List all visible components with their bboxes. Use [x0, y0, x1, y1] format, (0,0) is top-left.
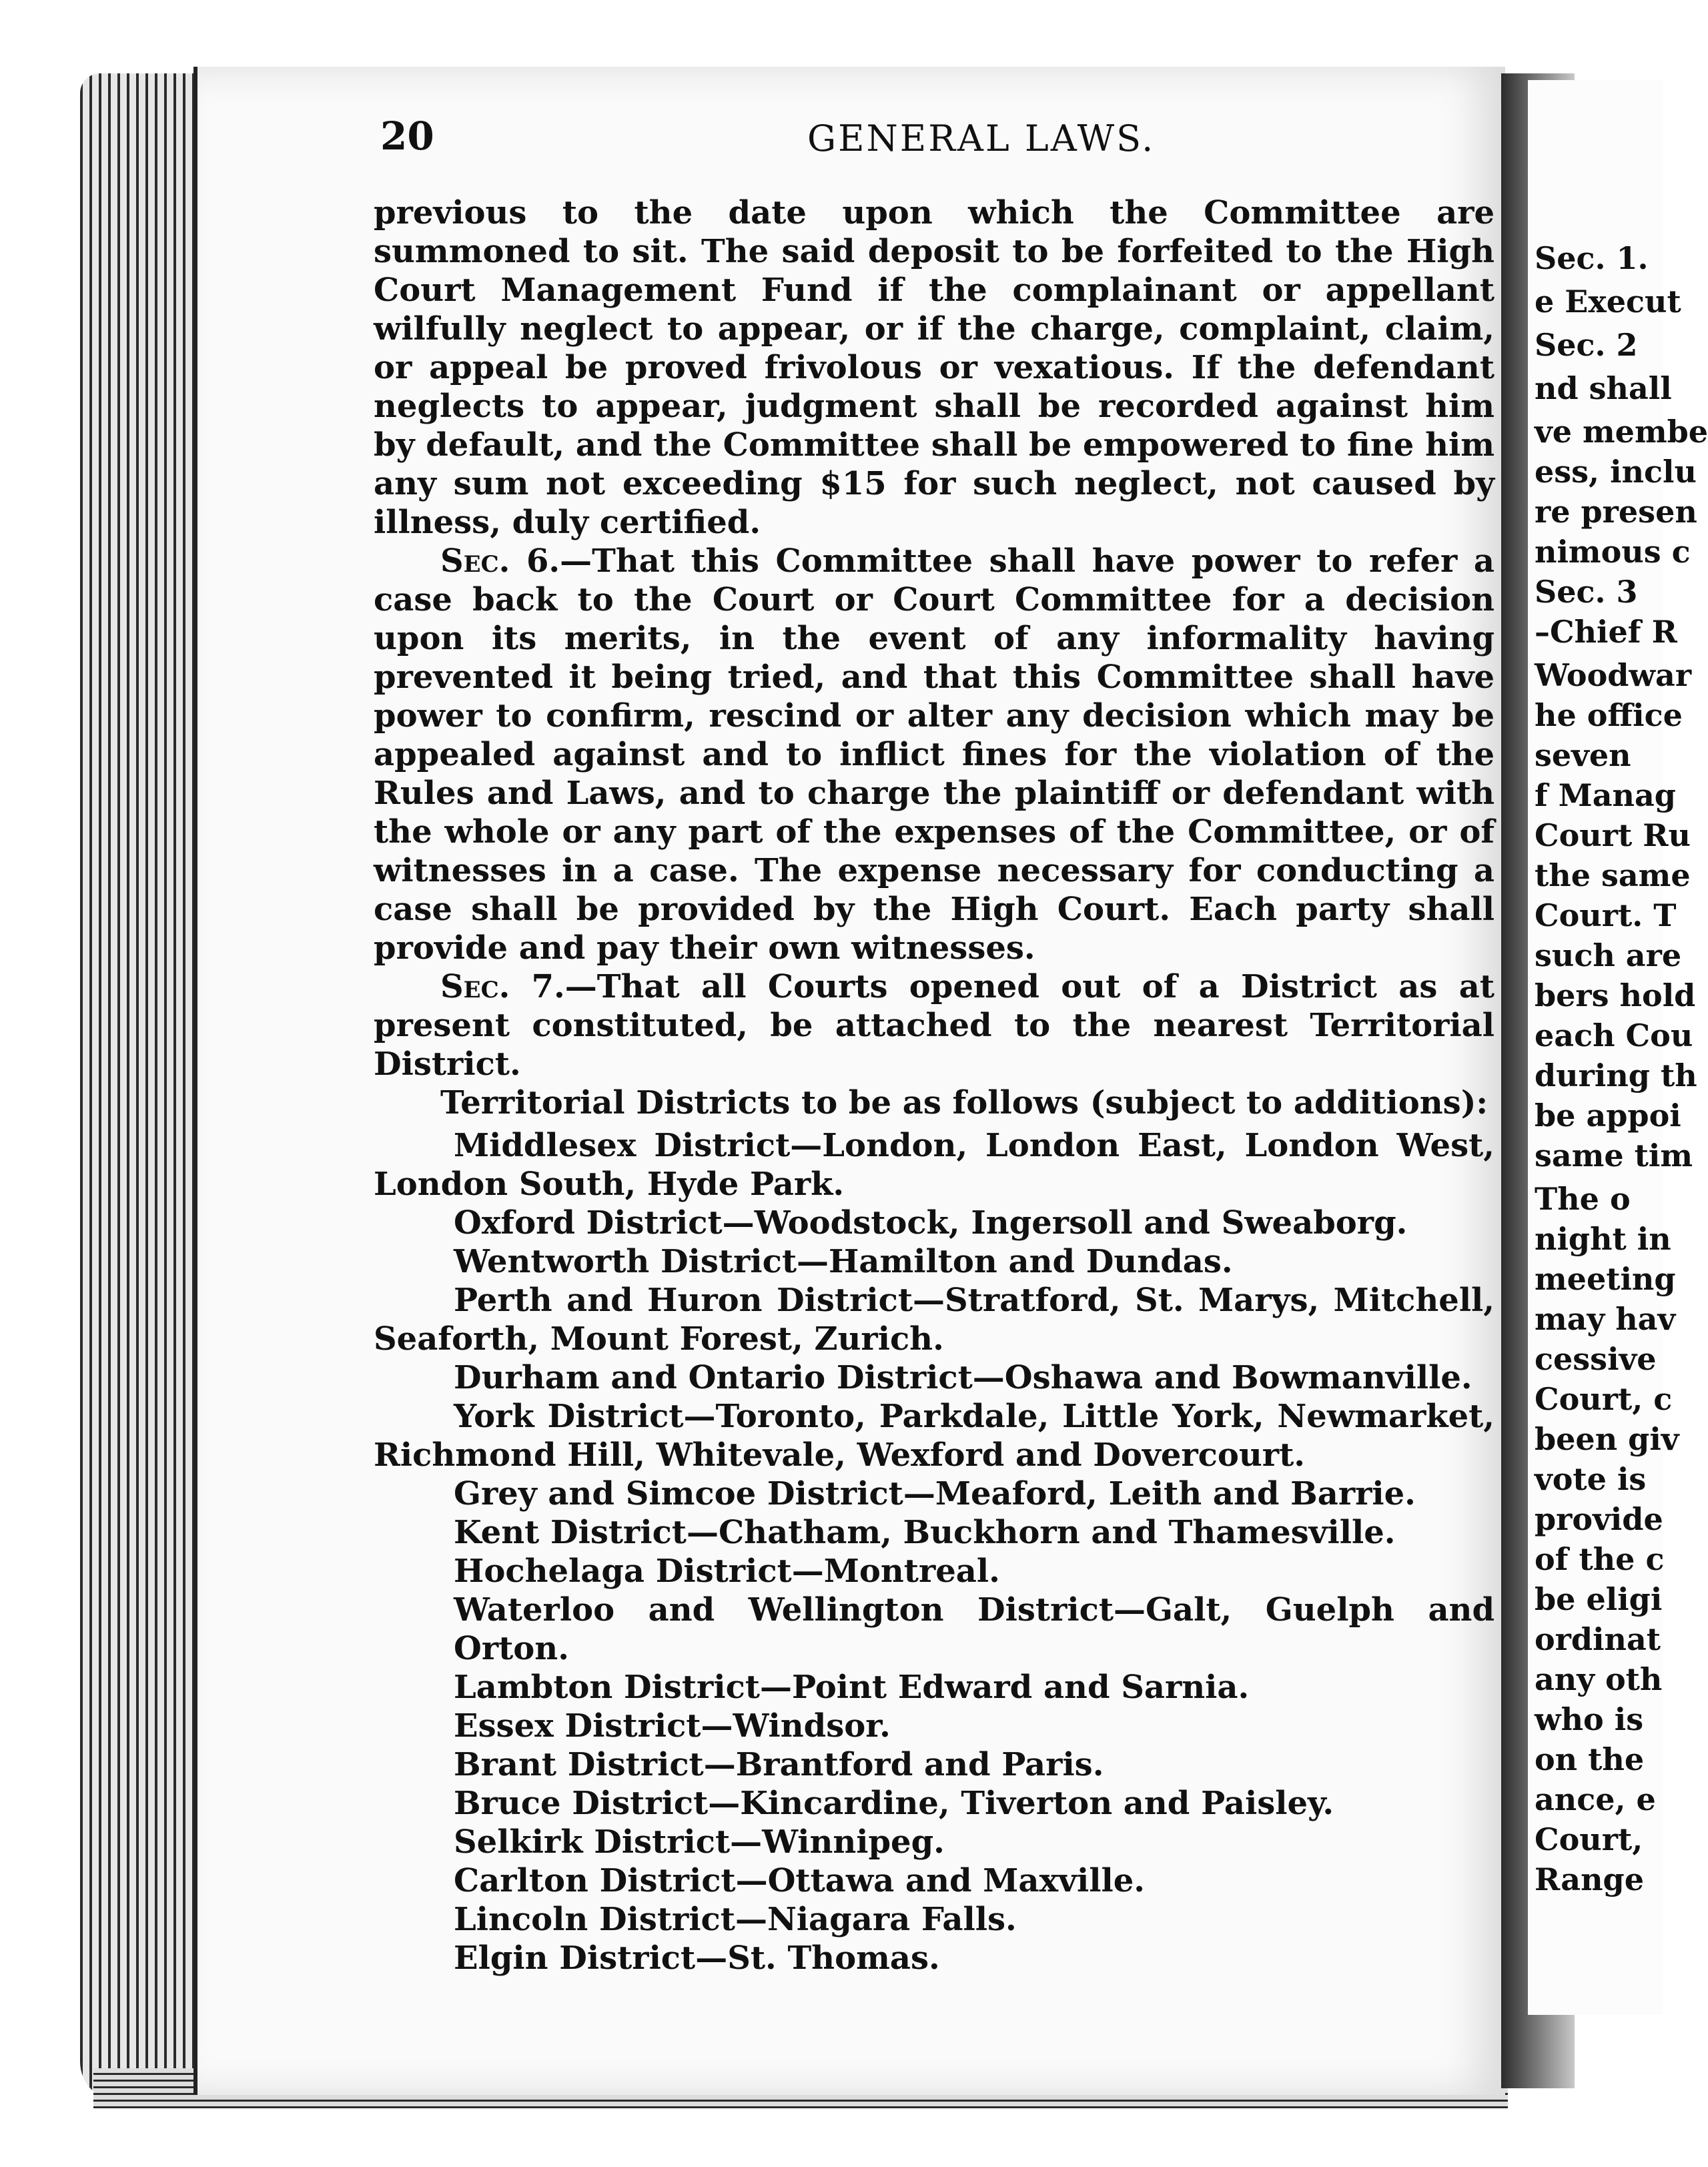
district-entry: Lincoln District—Niagara Falls. [454, 1901, 1017, 1938]
facing-page-line: ance, e [1535, 1781, 1656, 1817]
section-7-text: —That all Courts opened out of a District as at present constituted, be attached to the nearest Territorial District. [374, 968, 1494, 1083]
facing-page-line: Sec. 2 [1535, 327, 1638, 363]
facing-page-line: of the c [1535, 1541, 1665, 1577]
book-page-edges [80, 73, 207, 2102]
facing-page-line: bers hold [1535, 977, 1696, 1013]
facing-page-line: such are [1535, 937, 1682, 973]
facing-page-line: Court, [1535, 1821, 1643, 1857]
facing-page-line: same tim [1535, 1138, 1693, 1174]
district-entry: Grey and Simcoe District—Meaford, Leith and Barrie. [454, 1475, 1416, 1512]
district-entry: Elgin District—St. Thomas. [454, 1939, 940, 1977]
section-6-label: Sec. 6. [440, 542, 560, 580]
section-6-text: —That this Committee shall have power to refer a case back to the Court or Court Committee for a decision upon its merits, in the event of any informality having prevented it being tried, and that this Committee shall have power to confirm, rescind or alter any decision which may be appealed against and to inflict fines for the violation of the Rules and Laws, and to charge the plaintiff or defendant with the whole or any part of the expenses of the Committee, or of witnesses in a case. The expense necessary for conducting a case shall be provided by the High Court. Each party shall provide and pay their own witnesses. [374, 542, 1495, 967]
section-7 [374, 967, 1494, 1084]
facing-page-line: meeting [1535, 1261, 1676, 1297]
district-entry: Selkirk District—Winnipeg. [454, 1823, 945, 1861]
facing-page-line: Court. T [1535, 897, 1677, 933]
facing-page-line: Sec. 3 [1535, 574, 1638, 610]
district-entry: Kent District—Chatham, Buckhorn and Thamesville. [454, 1514, 1396, 1551]
facing-page-line: Court Ru [1535, 817, 1691, 853]
facing-page-line: nd shall [1535, 370, 1672, 406]
district-entry: York District—Toronto, Parkdale, Little York, Newmarket, Richmond Hill, Whitevale, Wexford and Dovercourt. [374, 1398, 1494, 1474]
facing-page-line: Range [1535, 1861, 1644, 1897]
facing-page [1528, 80, 1708, 2015]
facing-page-line: e Execut [1535, 284, 1681, 320]
running-head: GENERAL LAWS. [807, 117, 1156, 159]
facing-page-line: Sec. 1. [1535, 240, 1649, 276]
facing-page-line: re presen [1535, 494, 1697, 530]
facing-page-line: each Cou [1535, 1017, 1693, 1053]
facing-page-line: on the [1535, 1741, 1645, 1777]
facing-page-line: nimous c [1535, 534, 1691, 570]
facing-page-line: –Chief R [1535, 614, 1677, 650]
district-entry: Wentworth District—Hamilton and Dundas. [454, 1243, 1233, 1280]
district-entry: Hochelaga District—Montreal. [454, 1553, 1000, 1590]
district-list [374, 1126, 1494, 1978]
district-entry: Bruce District—Kincardine, Tiverton and Paisley. [454, 1785, 1334, 1822]
facing-page-line: seven [1535, 737, 1631, 773]
district-entry: Essex District—Windsor. [454, 1707, 891, 1745]
district-entry: Lambton District—Point Edward and Sarnia. [454, 1669, 1250, 1706]
page-number: 20 [380, 113, 434, 159]
section-6 [374, 542, 1494, 967]
district-entry: Waterloo and Wellington District—Galt, Guelph and Orton. [454, 1591, 1494, 1667]
section-7-label: Sec. 7. [440, 968, 565, 1005]
facing-page-line: ordinat [1535, 1621, 1661, 1657]
district-entry: Middlesex District—London, London East, London West, London South, Hyde Park. [374, 1127, 1494, 1203]
district-entry: Oxford District—Woodstock, Ingersoll and Sweaborg. [454, 1204, 1408, 1242]
facing-page-line: night in [1535, 1221, 1671, 1257]
facing-page-line: he office [1535, 697, 1683, 733]
facing-page-line: be appoi [1535, 1098, 1681, 1134]
district-entry: Carlton District—Ottawa and Maxville. [454, 1862, 1145, 1899]
district-entry: Perth and Huron District—Stratford, St. Marys, Mitchell, Seaforth, Mount Forest, Zurich. [374, 1282, 1494, 1358]
districts-intro: Territorial Districts to be as follows (subject to additions): [440, 1084, 1488, 1122]
facing-page-line: be eligi [1535, 1581, 1663, 1617]
facing-page-line: been giv [1535, 1421, 1679, 1457]
facing-page-line: cessive [1535, 1341, 1657, 1377]
facing-page-line: the same [1535, 857, 1691, 893]
facing-page-line: who is [1535, 1701, 1644, 1737]
page-header [380, 113, 1488, 167]
facing-page-line: Woodwar [1535, 657, 1692, 693]
district-entry: Durham and Ontario District—Oshawa and Bowmanville. [454, 1359, 1472, 1396]
page-body [374, 193, 1495, 1977]
facing-page-line: ve membe [1535, 414, 1708, 450]
district-entry: Brant District—Brantford and Paris. [454, 1746, 1104, 1783]
facing-page-line: The o [1535, 1181, 1631, 1217]
facing-page-line: ess, inclu [1535, 454, 1697, 490]
facing-page-line: during th [1535, 1057, 1697, 1094]
paragraph-continuation: previous to the date upon which the Committee are summoned to sit. The said deposit to be forfeited to the High Court Management Fund if the complainant or appellant wilfully neglect to appear, or if the charge, complaint, claim, or appeal be proved frivolous or vexatious. If the defendant neglects to appear, judgment shall be recorded against him by default, and the Committee shall be empowered to fine him any sum not exceeding $15 for such neglect, not caused by illness, duly certified. [374, 194, 1494, 541]
facing-page-line: any oth [1535, 1661, 1663, 1697]
facing-page-line: may hav [1535, 1301, 1676, 1337]
facing-page-line: f Manag [1535, 777, 1676, 813]
facing-page-line: vote is [1535, 1461, 1647, 1497]
facing-page-line: Court, c [1535, 1381, 1673, 1417]
facing-page-line: provide [1535, 1501, 1663, 1537]
